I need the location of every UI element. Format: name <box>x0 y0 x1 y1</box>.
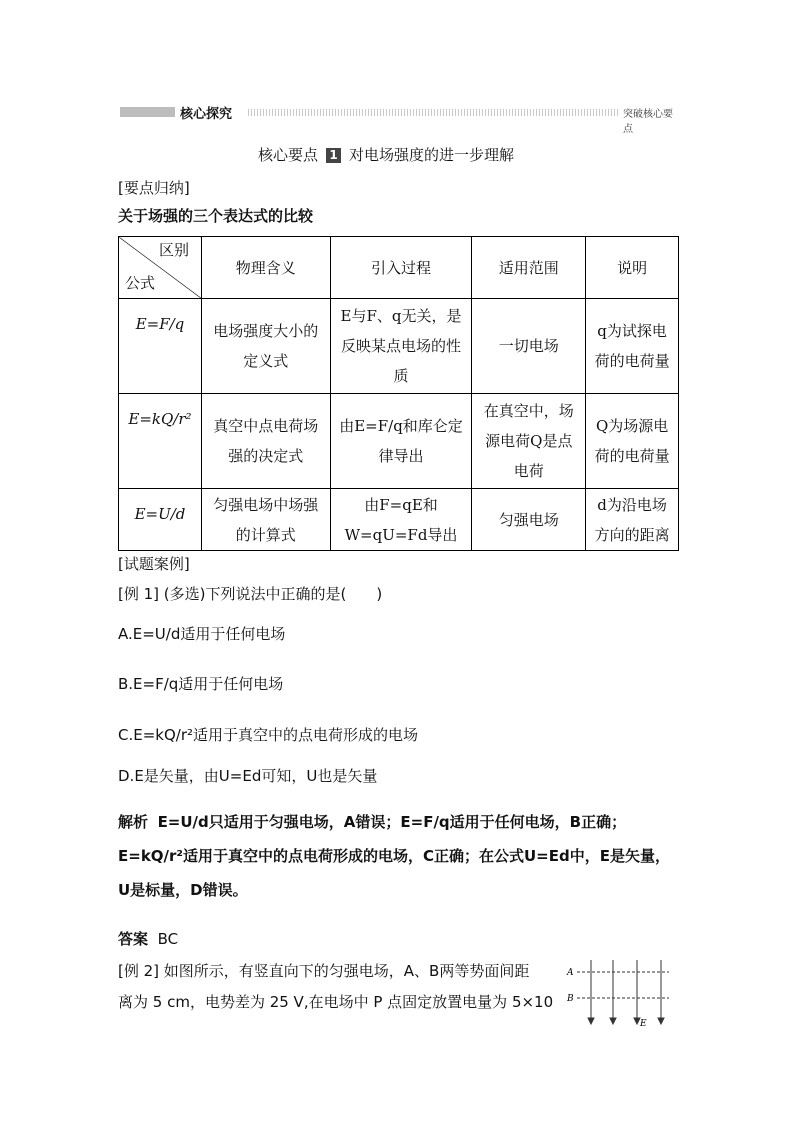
process-cell: 由F=qE和W=qU=Fd导出 <box>330 489 472 551</box>
label-b: B <box>567 994 574 1004</box>
label-a: A <box>567 968 574 978</box>
example2-line1: [例 2] 如图所示，有竖直向下的匀强电场，A、B两等势面间距 <box>118 962 530 980</box>
process-cell: E与F、q无关，是反映某点电场的性质 <box>330 299 472 394</box>
option-b: B.E=F/q适用于任何电场 <box>118 675 284 693</box>
scope-cell: 在真空中，场源电荷Q是点电荷 <box>472 394 586 489</box>
answer-line <box>118 928 178 949</box>
example1-stem: [例 1] (多选)下列说法中正确的是( ) <box>118 585 383 603</box>
section-number: 1 <box>326 148 341 163</box>
scope-cell: 匀强电场 <box>472 489 586 551</box>
option-d: D.E是矢量，由U=Ed可知，U也是矢量 <box>118 767 378 785</box>
case-label: [试题案例] <box>118 555 190 573</box>
formula-text: E=F/q <box>135 315 185 333</box>
scope-cell: 一切电场 <box>472 299 586 394</box>
table-header-row <box>119 237 679 299</box>
option-a: A.E=U/d适用于任何电场 <box>118 625 286 643</box>
formula-text: E=kQ/r² <box>128 410 192 428</box>
corner-cell <box>119 237 202 299</box>
table-row <box>119 299 679 394</box>
option-c: C.E=kQ/r²适用于真空中的点电荷形成的电场 <box>118 726 419 744</box>
table-row <box>119 489 679 551</box>
note-cell: d为沿电场方向的距离 <box>586 489 679 551</box>
note-cell: Q为场源电荷的电荷量 <box>586 394 679 489</box>
corner-bottom-label: 公式 <box>125 274 156 292</box>
meaning-cell: 电场强度大小的定义式 <box>201 299 330 394</box>
electric-field-figure <box>565 958 675 1030</box>
table-title: 关于场强的三个表达式的比较 <box>118 207 314 225</box>
analysis-label: 解析 <box>118 813 149 831</box>
formula-text: E=U/d <box>134 505 186 523</box>
section-header <box>120 104 680 135</box>
note-cell: q为试探电荷的电荷量 <box>586 299 679 394</box>
header-cell: 引入过程 <box>330 237 472 299</box>
meaning-cell: 真空中点电荷场强的决定式 <box>201 394 330 489</box>
table-row <box>119 394 679 489</box>
header-cell: 说明 <box>586 237 679 299</box>
analysis-text: E=U/d只适用于匀强电场，A错误；E=F/q适用于任何电场，B正确；E=kQ/r²适用于真空中的点电荷形成的电场，C正确；在公式U=Ed中，E是矢量，U是标量，D错误。 <box>118 813 670 899</box>
analysis-paragraph <box>118 805 678 907</box>
section-title <box>258 144 514 165</box>
meaning-cell: 匀强电场中场强的计算式 <box>201 489 330 551</box>
answer-value: BC <box>157 930 179 948</box>
comparison-table <box>118 236 679 551</box>
header-bar <box>120 107 175 117</box>
header-title: 核心探究 <box>180 107 233 122</box>
formula-cell <box>119 489 202 551</box>
formula-cell <box>119 394 202 489</box>
header-cell: 物理含义 <box>201 237 330 299</box>
section-prefix: 核心要点 <box>258 146 319 164</box>
formula-cell <box>119 299 202 394</box>
header-cell: 适用范围 <box>472 237 586 299</box>
answer-label: 答案 <box>118 930 149 948</box>
header-right-label: 突破核心要点 <box>623 109 673 135</box>
header-stripe <box>248 109 620 116</box>
process-cell: 由E=F/q和库仑定律导出 <box>330 394 472 489</box>
label-e: E <box>640 1019 647 1029</box>
summary-label: [要点归纳] <box>118 179 190 197</box>
corner-top-label: 区别 <box>158 241 189 259</box>
example2-line2: 离为 5 cm，电势差为 25 V,在电场中 P 点固定放置电量为 5×10 <box>118 993 554 1011</box>
field-lines <box>588 960 664 1024</box>
section-title-text: 对电场强度的进一步理解 <box>349 146 515 164</box>
